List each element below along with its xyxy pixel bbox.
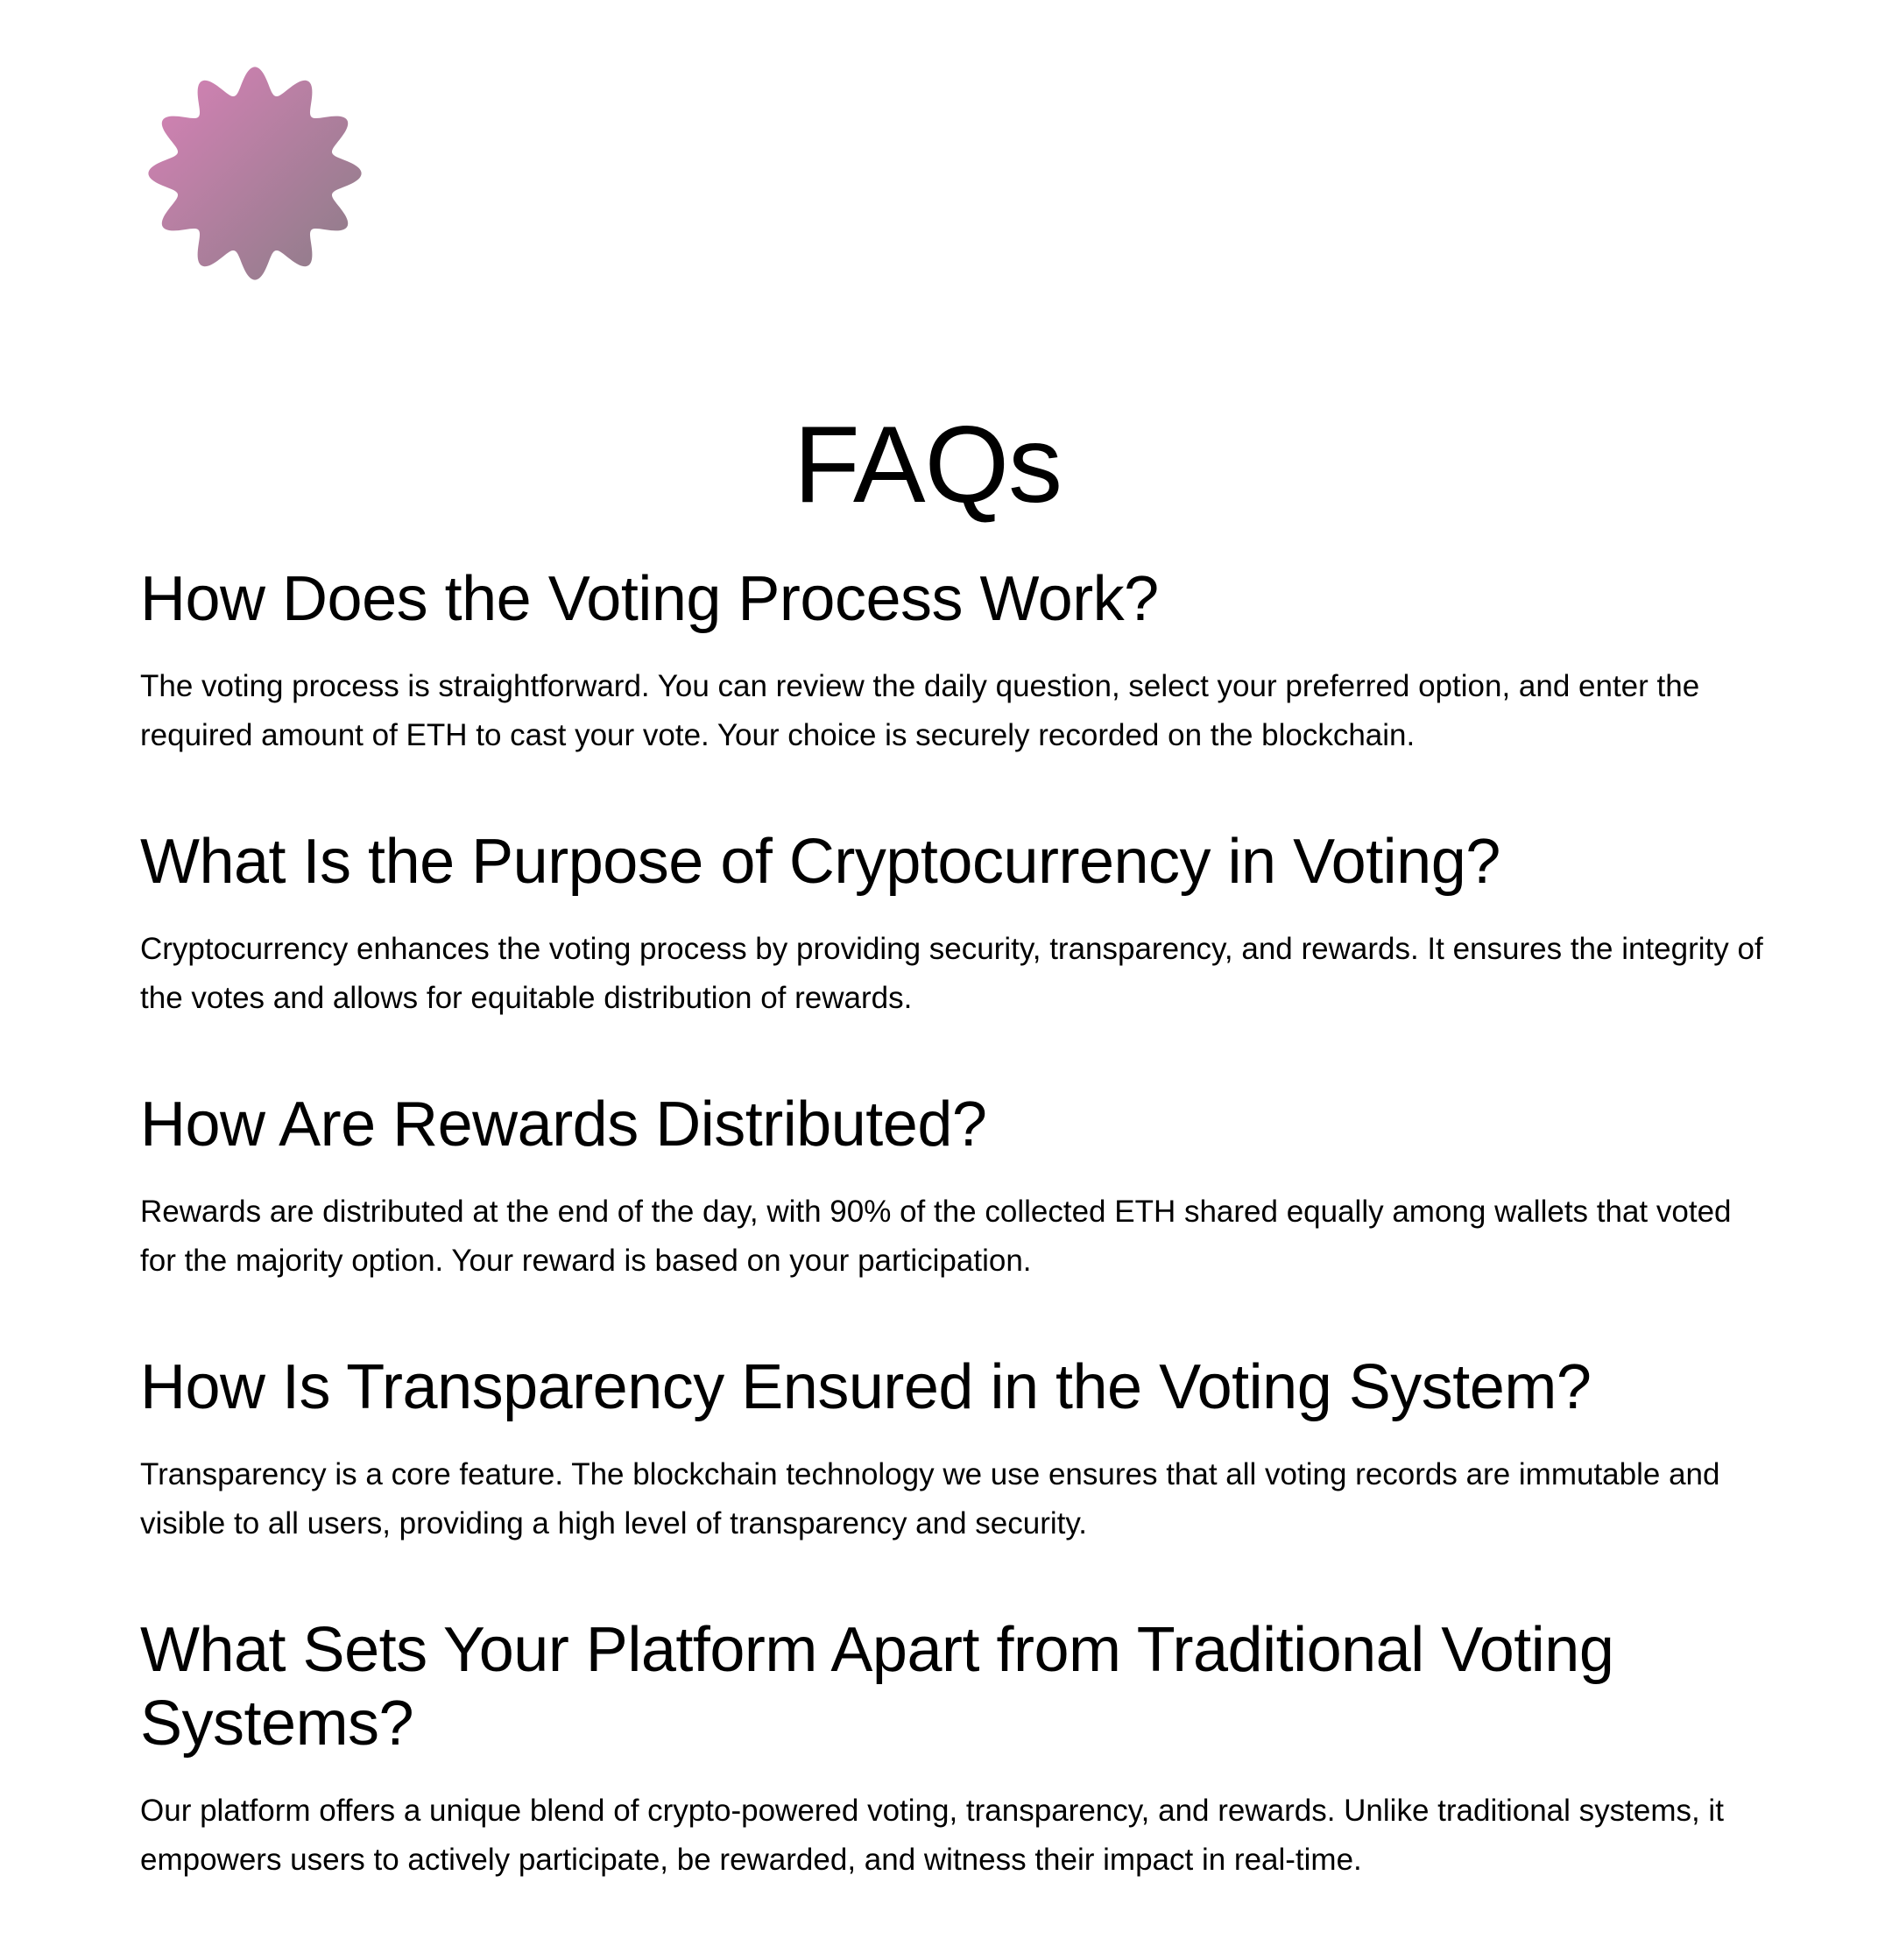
- faq-item: [140, 825, 1769, 1023]
- faq-item: [140, 1613, 1769, 1885]
- faq-answer: Our platform offers a unique blend of crypto-powered voting, transparency, and rewards. Unlike traditional systems, it empowers users to actively participate, be rewarded, and witness their impact in real-time.: [140, 1794, 1724, 1877]
- faq-answer: The voting process is straightforward. You can review the daily question, select your preferred option, and enter the required amount of ETH to cast your vote. Your choice is securely recorded on the blockchain.: [140, 669, 1700, 752]
- logo[interactable]: [138, 53, 371, 294]
- faq-item: [140, 1350, 1769, 1548]
- faq-item: [140, 562, 1769, 760]
- faq-question: What Is the Purpose of Cryptocurrency in Voting?: [140, 827, 1500, 897]
- faq-answer: Transparency is a core feature. The blockchain technology we use ensures that all voting records are immutable and visible to all users, providing a high level of transparency and security.: [140, 1457, 1720, 1541]
- faq-question: How Does the Voting Process Work?: [140, 564, 1159, 634]
- wavy-badge-icon: [138, 53, 371, 294]
- faq-answer: Cryptocurrency enhances the voting process by providing security, transparency, and rewards. It ensures the integrity of the votes and allows for equitable distribution of rewards.: [140, 932, 1763, 1015]
- faq-question: How Is Transparency Ensured in the Voting System?: [140, 1352, 1592, 1422]
- faq-answer: Rewards are distributed at the end of the day, with 90% of the collected ETH shared equally among wallets that voted for the majority option. Your reward is based on your participation.: [140, 1195, 1732, 1278]
- faq-question: What Sets Your Platform Apart from Traditional Voting Systems?: [140, 1615, 1614, 1759]
- faq-question: How Are Rewards Distributed?: [140, 1089, 987, 1160]
- page-title: FAQs: [793, 405, 1063, 525]
- faq-item: [140, 1088, 1769, 1286]
- faq-list: [140, 562, 1769, 1949]
